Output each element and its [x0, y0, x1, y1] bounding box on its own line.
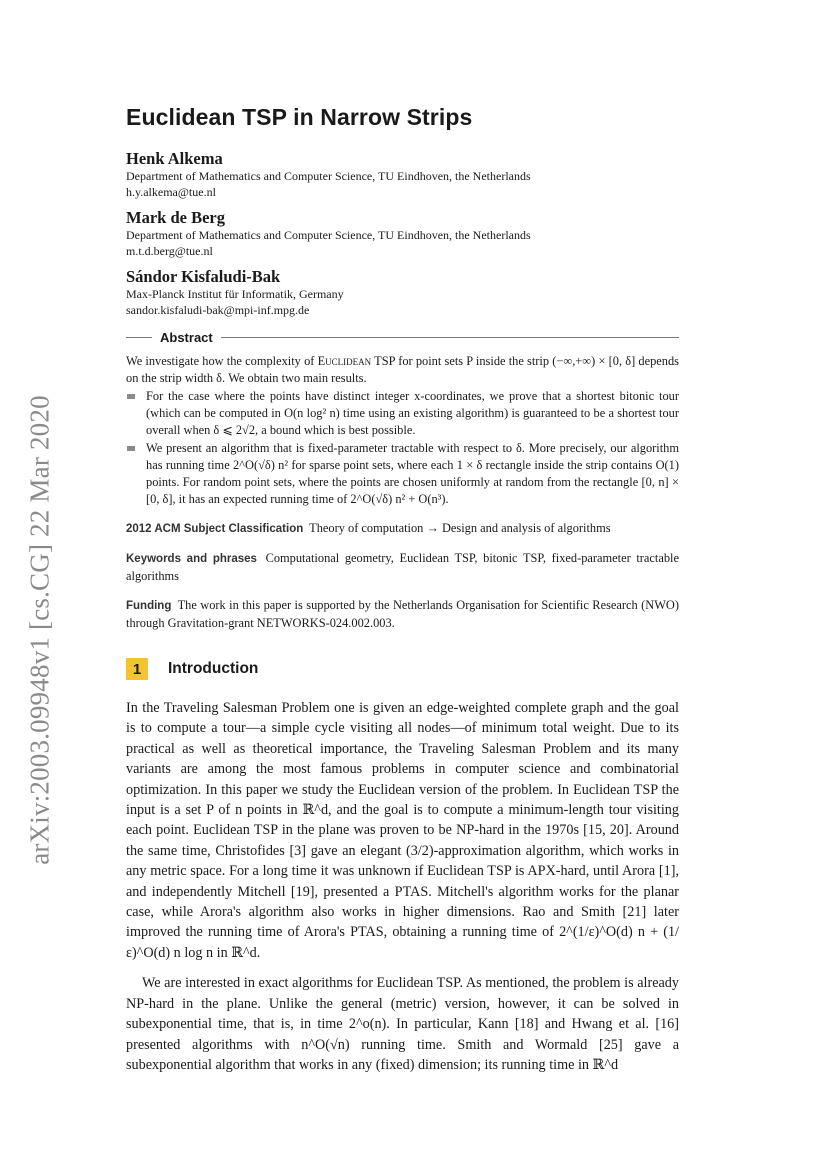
abstract-bullet-text: For the case where the points have distinct integer x-coordinates, we prove that a shortest bitonic tour (which can be computed in O(n log² n) time using an existing algorithm) is guaranteed to be a shortest tour overall when δ ⩽ 2√2, a bound which is best possible.: [146, 389, 679, 437]
author-name: Mark de Berg: [126, 208, 225, 227]
section-heading: [126, 658, 679, 680]
abstract-heading: [126, 330, 679, 345]
abstract-rule-left: [126, 337, 152, 338]
abstract-bullet: [126, 388, 679, 439]
abstract-label: Abstract: [160, 330, 213, 345]
keywords-value: Computational geometry, Euclidean TSP, bitonic TSP, fixed-parameter tractable algorithms: [126, 551, 679, 583]
acm-classification-value: Theory of computation → Design and analysis of algorithms: [309, 521, 611, 535]
abstract-bullet-text: We present an algorithm that is fixed-parameter tractable with respect to δ. More precisely, our algorithm has running time 2^O(√δ) n² for sparse point sets, where each 1 × δ rectangle inside the strip contains O(1) points. For random point sets, where the points are chosen uniformly at random from the rectangle [0, n] × [0, δ], it has an expected running time of 2^O(√δ) n² + O(n³).: [146, 441, 679, 506]
abstract-intro-start: We investigate how the complexity of: [126, 354, 318, 368]
author-email[interactable]: h.y.alkema@tue.nl: [126, 185, 216, 199]
bullet-marker: [127, 446, 135, 451]
funding-key: Funding: [126, 600, 172, 612]
author-email[interactable]: m.t.d.berg@tue.nl: [126, 244, 213, 258]
paper-page: [126, 100, 679, 1075]
keywords-key: Keywords and phrases: [126, 553, 257, 565]
author-block: [126, 208, 679, 259]
author-name: Henk Alkema: [126, 149, 223, 168]
keywords: [126, 550, 679, 585]
author-block: [126, 267, 679, 318]
author-name: Sándor Kisfaludi-Bak: [126, 267, 281, 286]
author-email[interactable]: sandor.kisfaludi-bak@mpi-inf.mpg.de: [126, 303, 310, 317]
arxiv-identifier: arXiv:2003.09948v1 [cs.CG] 22 Mar 2020: [24, 395, 55, 865]
author-affiliation: Department of Mathematics and Computer Science, TU Eindhoven, the Netherlands: [126, 169, 531, 183]
abstract-bullet: [126, 440, 679, 508]
section-number: 1: [126, 658, 148, 680]
funding-value: The work in this paper is supported by the Netherlands Organisation for Scientific Research (NWO) through Gravitation-grant NETWORKS-024.002.003.: [126, 598, 679, 630]
author-affiliation: Department of Mathematics and Computer Science, TU Eindhoven, the Netherlands: [126, 228, 531, 242]
paper-title: Euclidean TSP in Narrow Strips: [126, 104, 473, 130]
section-title: Introduction: [168, 660, 259, 677]
author-block: [126, 149, 679, 200]
abstract-intro: [126, 353, 679, 387]
bullet-marker: [127, 394, 135, 399]
acm-classification: [126, 520, 679, 538]
arxiv-side-label: [23, 350, 57, 910]
funding: [126, 597, 679, 632]
acm-classification-key: 2012 ACM Subject Classification: [126, 523, 304, 535]
intro-paragraph-1: In the Traveling Salesman Problem one is given an edge-weighted complete graph and the goal is to compute a tour—a simple cycle visiting all nodes—of minimum total weight. Due to its practical as well as theoretical importance, the Traveling Salesman Problem and its many variants are among the most famous problems in computer science and combinatorial optimization. In this paper we study the Euclidean version of the problem. In Euclidean TSP the input is a set P of n points in ℝ^d, and the goal is to compute a minimum-length tour visiting each point. Euclidean TSP in the plane was proven to be NP-hard in the 1970s [15, 20]. Around the same time, Christofides [3] gave an elegant (3/2)-approximation algorithm, which works in any metric space. For a long time it was unknown if Euclidean TSP is APX-hard, until Arora [1], and independently Mitchell [19], presented a PTAS. Mitchell's algorithm works for the planar case, while Arora's algorithm also works in higher dimensions. Rao and Smith [21] later improved the running time of Arora's PTAS, obtaining a running time of 2^(1/ε)^O(d) n + (1/ε)^O(d) n log n in ℝ^d.: [126, 700, 679, 961]
abstract-intro-euclidean: Euclidean: [317, 354, 372, 368]
author-affiliation: Max-Planck Institut für Informatik, Germany: [126, 287, 344, 301]
intro-paragraph-2: We are interested in exact algorithms for Euclidean TSP. As mentioned, the problem is already NP-hard in the plane. Unlike the general (metric) version, however, it can be solved in subexponential time, that is, in time 2^o(n). In particular, Kann [18] and Hwang et al. [16] presented algorithms with n^O(√n) running time. Smith and Wormald [25] gave a subexponential algorithm that works in any (fixed) dimension; its running time in ℝ^d: [126, 975, 679, 1073]
abstract-intro-end: TSP for point sets P inside the strip (−∞,+∞) × [0, δ] depends on the strip width δ. We obtain two main results.: [126, 354, 679, 385]
abstract-rule-right: [221, 337, 679, 338]
